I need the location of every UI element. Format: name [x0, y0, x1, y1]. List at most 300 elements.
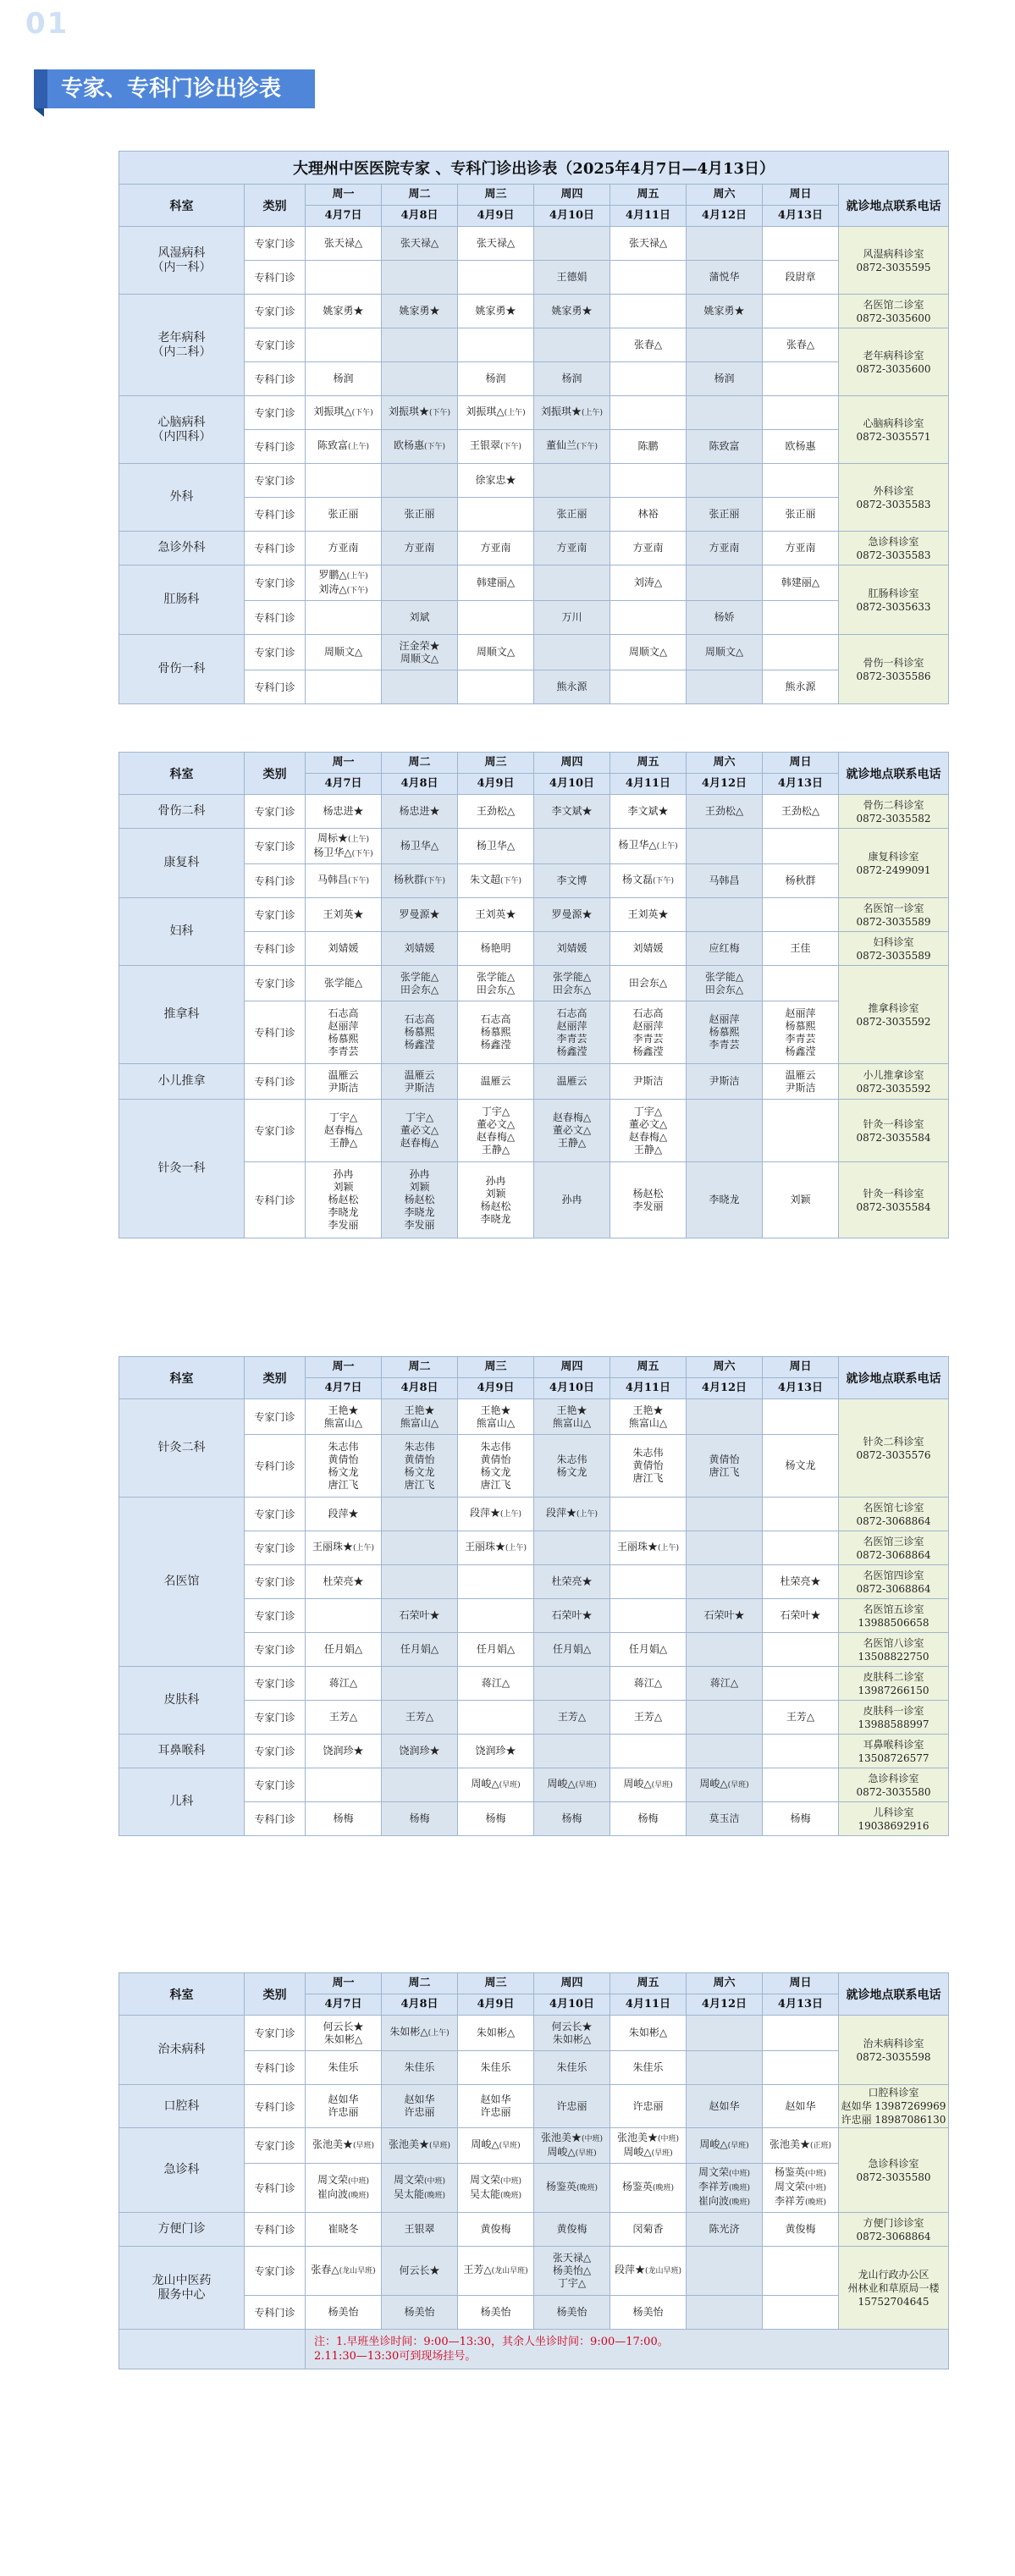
header-date: 4月11日 — [610, 774, 687, 795]
schedule-cell — [687, 1162, 763, 1238]
schedule-cell — [763, 1531, 839, 1565]
cell-text: 杨赵松 — [632, 1187, 664, 1200]
cell-text: 何云长★ — [323, 2020, 364, 2033]
schedule-cell — [534, 1064, 610, 1100]
shift-note: (上午) — [505, 1544, 527, 1553]
shift-note: (晚班) — [728, 2198, 751, 2207]
cell-text: 杨娇 — [714, 611, 735, 623]
cell-text: 周顺文△ — [323, 646, 363, 658]
table-row — [119, 396, 949, 430]
header-type: 类别 — [245, 1973, 306, 2016]
schedule-cell — [610, 1064, 687, 1100]
schedule-cell — [534, 1100, 610, 1162]
schedule-cell — [763, 2247, 839, 2296]
department-name: 老年病科 （内二科） — [119, 295, 245, 396]
schedule-cell — [382, 430, 458, 464]
header-date: 4月7日 — [306, 1378, 382, 1399]
cell-text: 熊富山△ — [552, 1416, 592, 1429]
cell-text: 周顺文△ — [476, 646, 516, 658]
schedule-cell — [534, 295, 610, 328]
department-name: 肛肠科 — [119, 565, 245, 635]
schedule-cell — [763, 396, 839, 430]
cell-text: 周文荣 — [317, 2173, 348, 2186]
schedule-cell — [763, 1633, 839, 1667]
schedule-cell — [458, 2164, 534, 2213]
schedule-cell — [534, 1399, 610, 1435]
shift-note: (下午) — [652, 877, 675, 885]
cell-text: 王芳△ — [786, 1711, 815, 1723]
schedule-cell — [534, 829, 610, 864]
cell-text: 王静△ — [557, 1137, 587, 1149]
cell-text: 杨鉴英 — [545, 2181, 576, 2193]
header-date: 4月7日 — [306, 774, 382, 795]
schedule-cell — [763, 2164, 839, 2213]
schedule-cell — [306, 1701, 382, 1735]
contact-info: 口腔科诊室 赵如华 13987269969 许忠丽 18987086130 — [839, 2085, 949, 2128]
table-row — [119, 1100, 949, 1162]
shift-note: (上午) — [581, 409, 604, 417]
schedule-cell — [534, 464, 610, 498]
cell-text: 董必文△ — [628, 1117, 668, 1130]
cell-text: 王芳△ — [328, 1711, 358, 1723]
header-date: 4月8日 — [382, 206, 458, 227]
shift-note: (中班) — [804, 2170, 827, 2178]
schedule-cell — [306, 295, 382, 328]
cell-text: 杨文龙 — [785, 1459, 816, 1471]
schedule-cell — [306, 898, 382, 932]
cell-text: 王丽珠★ — [464, 1541, 505, 1553]
table-row — [119, 795, 949, 829]
schedule-cell — [610, 227, 687, 261]
cell-text: 温雁云 — [480, 1075, 511, 1087]
cell-text: 张正丽 — [556, 508, 587, 520]
contact-info: 皮肤科二诊室 13987266150 — [839, 1667, 949, 1701]
cell-text: 尹斯洁 — [404, 1081, 435, 1094]
cell-text: 蒋江△ — [328, 1677, 358, 1689]
shift-note: (中班) — [581, 2134, 604, 2143]
header-weekday: 周一 — [306, 1357, 382, 1378]
schedule-cell — [610, 932, 687, 966]
clinic-type: 专科门诊 — [245, 498, 306, 532]
cell-text: 李祥芳 — [774, 2195, 805, 2207]
header-weekday: 周二 — [382, 185, 458, 206]
cell-text: 杨美怡 — [404, 2306, 435, 2318]
schedule-cell — [687, 1064, 763, 1100]
schedule-cell — [687, 635, 763, 670]
schedule-cell — [458, 1001, 534, 1064]
schedule-cell — [306, 1768, 382, 1802]
cell-text: 唐江飞 — [632, 1472, 664, 1484]
schedule-cell — [382, 565, 458, 601]
table-row — [119, 1399, 949, 1435]
contact-info: 龙山行政办公区 州林业和草原局一楼 15752704645 — [839, 2247, 949, 2330]
schedule-cell — [458, 1599, 534, 1633]
header-date: 4月9日 — [458, 774, 534, 795]
header-date: 4月10日 — [534, 206, 610, 227]
cell-text: 丁宇△ — [405, 1111, 434, 1123]
cell-text: 李晓龙 — [480, 1212, 511, 1225]
schedule-cell — [306, 1735, 382, 1768]
header-date: 4月13日 — [763, 774, 839, 795]
cell-text: 温雁云 — [785, 1068, 816, 1081]
schedule-cell — [687, 328, 763, 362]
cell-text: 张学能△ — [476, 970, 516, 983]
cell-text: 马韩昌 — [317, 874, 348, 885]
department-name: 妇科 — [119, 898, 245, 966]
schedule-cell — [382, 295, 458, 328]
cell-text: 张春△ — [786, 339, 815, 350]
shift-note: (晚班) — [423, 2191, 446, 2200]
cell-text: 马韩昌 — [709, 874, 740, 886]
schedule-cell — [306, 498, 382, 532]
schedule-cell — [763, 1735, 839, 1768]
header-weekday: 周三 — [458, 185, 534, 206]
contact-info: 推拿科诊室 0872-3035592 — [839, 966, 949, 1064]
cell-text: 丁宇△ — [557, 2277, 587, 2289]
contact-info: 皮肤科一诊室 13988588997 — [839, 1701, 949, 1735]
shift-note: (上午) — [576, 1510, 599, 1519]
cell-text: 周标★ — [317, 831, 348, 844]
shift-note: (晚班) — [804, 2198, 827, 2207]
cell-text: 杨卫华△ — [618, 839, 657, 851]
shift-note: (早班) — [499, 1781, 521, 1790]
cell-text: 张学能△ — [400, 970, 439, 983]
cell-text: 熊富山△ — [476, 1416, 516, 1429]
header-date: 4月11日 — [610, 206, 687, 227]
cell-text: 王艳★ — [328, 1404, 359, 1416]
cell-text: 刘振琪△ — [313, 405, 352, 417]
header-row — [119, 185, 949, 206]
header-weekday: 周四 — [534, 753, 610, 774]
cell-text: 朱志伟 — [480, 1440, 511, 1453]
cell-text: 张正丽 — [709, 508, 740, 520]
header-date: 4月12日 — [687, 206, 763, 227]
schedule-cell — [534, 966, 610, 1001]
cell-text: 田会东△ — [552, 983, 592, 996]
cell-text: 杨梅 — [333, 1812, 354, 1824]
schedule-cell — [534, 1701, 610, 1735]
schedule-cell — [687, 898, 763, 932]
cell-text: 陈鹏 — [637, 440, 659, 452]
schedule-cell — [382, 1435, 458, 1498]
clinic-type: 专家门诊 — [245, 1667, 306, 1701]
schedule-cell — [458, 829, 534, 864]
cell-text: 李祥芳 — [698, 2181, 729, 2193]
cell-text: 杨文龙 — [556, 1465, 587, 1478]
cell-text: 段萍★ — [545, 1507, 576, 1519]
schedule-cell — [306, 670, 382, 704]
header-weekday: 周五 — [610, 185, 687, 206]
schedule-cell — [382, 498, 458, 532]
header-weekday: 周二 — [382, 1973, 458, 1994]
cell-text: 王德娟 — [556, 271, 587, 283]
cell-text: 赵丽萍 — [328, 1019, 359, 1032]
schedule-cell — [763, 227, 839, 261]
clinic-type: 专家门诊 — [245, 898, 306, 932]
shift-note: (早班) — [727, 1781, 749, 1790]
schedule-cell — [763, 1498, 839, 1531]
cell-text: 朱如彬△ — [628, 2027, 668, 2038]
schedule-cell — [687, 2085, 763, 2128]
cell-text: 姚家勇★ — [475, 305, 516, 317]
cell-text: 王丽珠★ — [616, 1541, 658, 1553]
cell-text: 杨赵松 — [404, 1194, 435, 1205]
schedule-cell — [534, 1599, 610, 1633]
cell-text: 蒋江△ — [481, 1677, 510, 1689]
cell-text: 杨润 — [485, 372, 506, 384]
cell-text: 赵丽萍 — [785, 1007, 816, 1019]
schedule-cell — [382, 1064, 458, 1100]
header-weekday: 周一 — [306, 753, 382, 774]
clinic-type: 专科门诊 — [245, 2085, 306, 2128]
schedule-cell — [610, 261, 687, 295]
cell-text: 王劲松△ — [704, 805, 744, 817]
cell-text: 李青芸 — [632, 1032, 664, 1045]
schedule-cell — [458, 1100, 534, 1162]
shift-note: (上午) — [656, 842, 678, 851]
clinic-type: 专科门诊 — [245, 2213, 306, 2247]
schedule-cell — [306, 464, 382, 498]
header-contact: 就诊地点联系电话 — [839, 1357, 949, 1399]
header-row — [119, 753, 949, 774]
header-weekday: 周日 — [763, 1357, 839, 1378]
schedule-cell — [610, 670, 687, 704]
schedule-cell — [687, 1802, 763, 1836]
cell-text: 刘振琪★ — [540, 405, 582, 417]
schedule-cell — [458, 1435, 534, 1498]
cell-text: 熊永源 — [556, 681, 587, 692]
schedule-cell — [382, 261, 458, 295]
shift-note: (晚班) — [576, 2184, 599, 2193]
schedule-cell — [763, 1565, 839, 1599]
shift-note: (早班) — [575, 2149, 597, 2158]
clinic-type: 专科门诊 — [245, 1162, 306, 1238]
schedule-cell — [610, 2213, 687, 2247]
cell-text: 韩建丽△ — [476, 576, 516, 588]
header-weekday: 周四 — [534, 1357, 610, 1378]
cell-text: 方亚南 — [556, 542, 587, 554]
schedule-cell — [458, 261, 534, 295]
schedule-cell — [763, 1001, 839, 1064]
schedule-cell — [458, 328, 534, 362]
cell-text: 刘斌 — [409, 611, 430, 623]
schedule-cell — [382, 227, 458, 261]
schedule-cell — [382, 1667, 458, 1701]
schedule-cell — [306, 430, 382, 464]
cell-text: 熊永源 — [785, 681, 816, 692]
schedule-cell — [763, 532, 839, 565]
cell-text: 董必文△ — [400, 1124, 439, 1136]
department-name: 急诊外科 — [119, 532, 245, 565]
schedule-cell — [687, 601, 763, 635]
cell-text: 杨美怡 — [556, 2306, 587, 2318]
schedule-cell — [610, 898, 687, 932]
schedule-cell — [458, 795, 534, 829]
schedule-cell — [687, 430, 763, 464]
schedule-cell — [687, 966, 763, 1001]
clinic-type: 专家门诊 — [245, 2128, 306, 2164]
department-name: 耳鼻喉科 — [119, 1735, 245, 1768]
schedule-cell — [687, 932, 763, 966]
header-weekday: 周六 — [687, 753, 763, 774]
schedule-cell — [687, 1399, 763, 1435]
schedule-cell — [763, 1701, 839, 1735]
cell-text: 尹斯洁 — [328, 1081, 359, 1094]
cell-text: 王静△ — [328, 1137, 358, 1149]
schedule-cell — [763, 2296, 839, 2330]
schedule-cell — [687, 2051, 763, 2085]
schedule-cell — [458, 864, 534, 898]
cell-text: 王芳△ — [633, 1711, 663, 1723]
schedule-cell — [687, 227, 763, 261]
schedule-cell — [610, 295, 687, 328]
cell-text: 杨鑫滢 — [785, 1045, 816, 1057]
schedule-cell — [458, 1565, 534, 1599]
cell-text: 陈致富 — [709, 440, 740, 452]
schedule-cell — [610, 1802, 687, 1836]
cell-text: 杨慕熙 — [785, 1019, 816, 1032]
cell-text: 王劲松△ — [476, 805, 516, 817]
cell-text: 王佳 — [790, 942, 811, 954]
cell-text: 孙冉 — [561, 1194, 582, 1205]
cell-text: 赵丽萍 — [556, 1019, 587, 1032]
header-weekday: 周二 — [382, 753, 458, 774]
schedule-cell — [306, 966, 382, 1001]
header-date: 4月12日 — [687, 1378, 763, 1399]
header-weekday: 周六 — [687, 185, 763, 206]
header-weekday: 周三 — [458, 753, 534, 774]
table-row — [119, 1667, 949, 1701]
cell-text: 尹斯洁 — [632, 1075, 664, 1087]
table-row — [119, 829, 949, 864]
schedule-cell — [610, 2164, 687, 2213]
header-weekday: 周四 — [534, 1973, 610, 1994]
cell-text: 朱如彬△ — [389, 2026, 428, 2038]
cell-text: 黄倩怡 — [404, 1453, 435, 1465]
department-name: 急诊科 — [119, 2128, 245, 2213]
schedule-cell — [458, 670, 534, 704]
schedule-cell — [534, 1667, 610, 1701]
clinic-type: 专科门诊 — [245, 532, 306, 565]
schedule-cell — [458, 1064, 534, 1100]
header-dept: 科室 — [119, 185, 245, 227]
contact-info: 针灸二科诊室 0872-3035576 — [839, 1399, 949, 1498]
shift-note: (早班) — [352, 2142, 375, 2150]
schedule-cell — [610, 1001, 687, 1064]
schedule-cell — [534, 2051, 610, 2085]
schedule-cell — [610, 829, 687, 864]
cell-text: 董必文△ — [476, 1117, 516, 1130]
schedule-cell — [306, 795, 382, 829]
department-name: 康复科 — [119, 829, 245, 898]
schedule-cell — [763, 1599, 839, 1633]
cell-text: 杨鉴英 — [621, 2181, 653, 2193]
cell-text: 方亚南 — [404, 542, 435, 554]
clinic-type: 专家门诊 — [245, 1701, 306, 1735]
schedule-cell — [687, 362, 763, 396]
cell-text: 任月娟△ — [552, 1643, 592, 1655]
schedule-cell — [534, 1735, 610, 1768]
cell-text: 何云长★ — [399, 2264, 440, 2276]
header-date: 4月13日 — [763, 1378, 839, 1399]
cell-text: 莫玉洁 — [709, 1812, 740, 1824]
schedule-cell — [458, 362, 534, 396]
cell-text: 杨梅 — [637, 1812, 659, 1824]
cell-text: 杨润 — [714, 372, 735, 384]
cell-text: 唐江飞 — [480, 1478, 511, 1491]
schedule-cell — [534, 1531, 610, 1565]
cell-text: 张天禄△ — [628, 237, 668, 249]
schedule-cell — [306, 261, 382, 295]
header-dept: 科室 — [119, 753, 245, 795]
shift-note: (晚班) — [728, 2184, 751, 2193]
header-weekday: 周日 — [763, 1973, 839, 1994]
header-weekday: 周四 — [534, 185, 610, 206]
schedule-cell — [763, 1435, 839, 1498]
cell-text: 方亚南 — [328, 542, 359, 554]
cell-text: 杨赵松 — [480, 1200, 511, 1212]
header-weekday: 周日 — [763, 185, 839, 206]
clinic-type: 专家门诊 — [245, 1735, 306, 1768]
schedule-cell — [534, 670, 610, 704]
schedule-cell — [763, 1399, 839, 1435]
schedule-cell — [458, 1531, 534, 1565]
schedule-cell — [458, 898, 534, 932]
clinic-type: 专家门诊 — [245, 1633, 306, 1667]
cell-text: 赵春梅△ — [323, 1124, 363, 1136]
cell-text: 方亚南 — [480, 542, 511, 554]
department-name: 名医馆 — [119, 1498, 245, 1667]
header-date: 4月10日 — [534, 1994, 610, 2016]
schedule-cell — [306, 2247, 382, 2296]
schedule-cell — [458, 532, 534, 565]
contact-info: 老年病科诊室 0872-3035600 — [839, 328, 949, 396]
schedule-cell — [458, 1498, 534, 1531]
cell-text: 杜荣亮★ — [323, 1575, 364, 1587]
notes-row — [119, 2330, 949, 2369]
cell-text: 王芳△ — [405, 1711, 434, 1723]
clinic-type: 专科门诊 — [245, 2296, 306, 2330]
schedule-cell — [306, 2016, 382, 2051]
schedule-cell — [534, 1001, 610, 1064]
cell-text: 杜荣亮★ — [551, 1575, 593, 1587]
schedule-cell — [458, 1667, 534, 1701]
schedule-cell — [534, 1435, 610, 1498]
cell-text: 崔晓冬 — [328, 2223, 359, 2235]
schedule-cell — [458, 498, 534, 532]
schedule-cell — [458, 1735, 534, 1768]
schedule-cell — [610, 532, 687, 565]
schedule-cell — [610, 1633, 687, 1667]
schedule-cell — [382, 601, 458, 635]
schedule-cell — [382, 932, 458, 966]
cell-text: 任月娟△ — [476, 1643, 516, 1655]
schedule-cell — [534, 1802, 610, 1836]
schedule-cell — [306, 2085, 382, 2128]
cell-text: 李发丽 — [632, 1200, 664, 1212]
schedule-cell — [382, 1498, 458, 1531]
clinic-type: 专家门诊 — [245, 1768, 306, 1802]
cell-text: 王艳★ — [404, 1404, 435, 1416]
cell-text: 朱志伟 — [404, 1440, 435, 1453]
schedule-table — [119, 1972, 949, 2369]
schedule-cell — [610, 1735, 687, 1768]
cell-text: 张学能△ — [323, 977, 363, 989]
clinic-type: 专家门诊 — [245, 829, 306, 864]
cell-text: 蒋江△ — [633, 1677, 663, 1689]
schedule-cell — [610, 464, 687, 498]
department-name: 外科 — [119, 464, 245, 532]
